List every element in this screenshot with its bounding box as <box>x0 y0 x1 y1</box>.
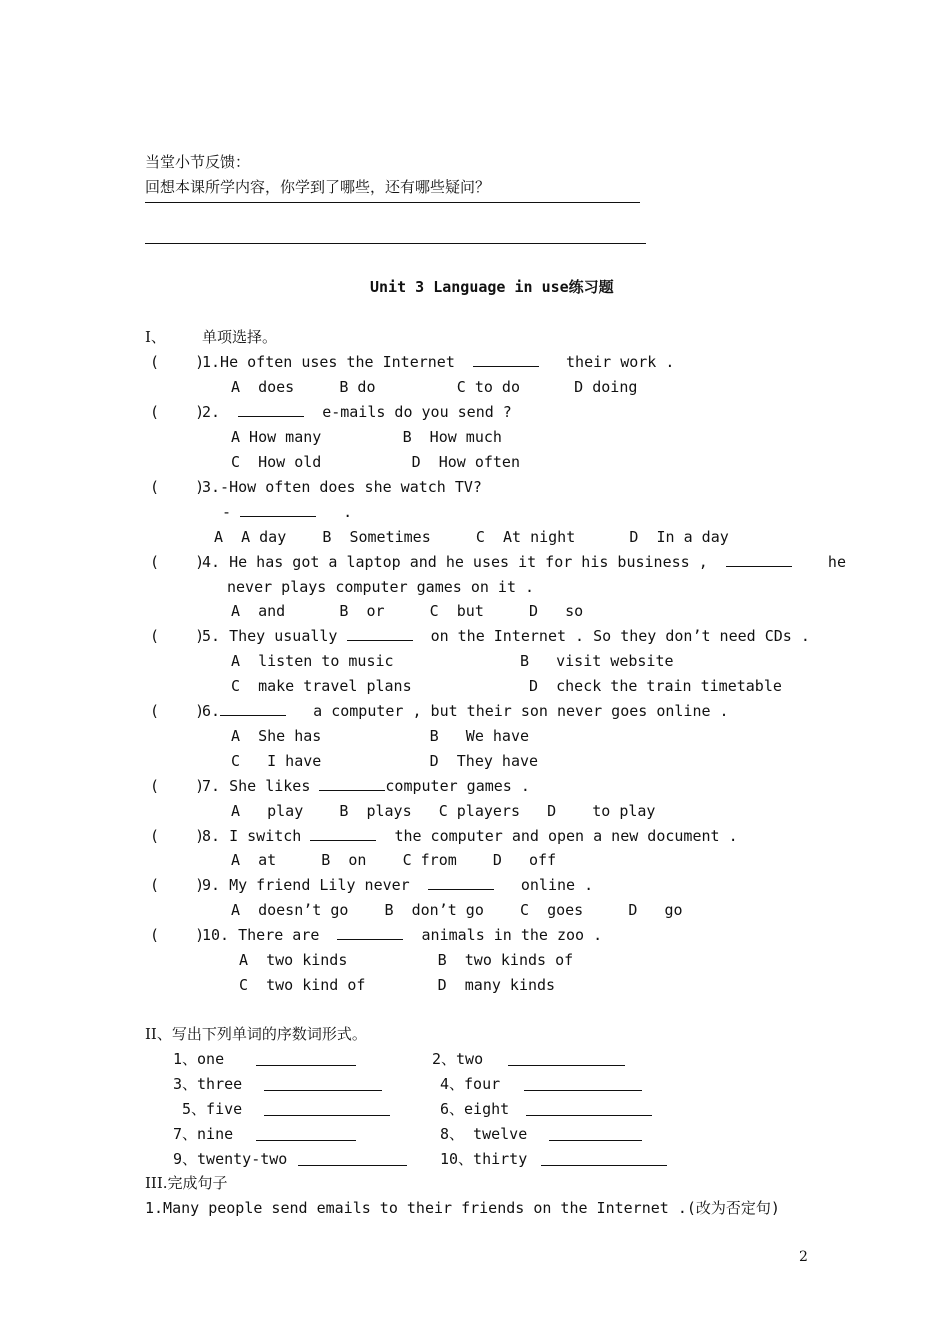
page-number: 2 <box>799 1249 808 1265</box>
q2-stem: 2. e-mails do you send ? <box>202 403 512 421</box>
ordinal-item: 5、five <box>173 1100 243 1118</box>
section-1-heading: 单项选择。 <box>202 328 278 346</box>
q10-options-1: A two kinds B two kinds of <box>239 951 574 969</box>
q5-options-1: A listen to music B visit website <box>231 652 674 670</box>
answer-line <box>145 243 646 244</box>
q5-stem: 5. They usually on the Internet . So they don’t need CDs . <box>202 627 810 645</box>
q8-options: A at B on C from D off <box>231 851 557 869</box>
feedback-heading: 当堂小节反馈： <box>145 153 251 171</box>
worksheet-title: Unit 3 Language in use练习题 <box>370 278 614 296</box>
answer-paren: ( ) <box>150 478 205 496</box>
q6-options-2: C I have D They have <box>231 752 539 770</box>
blank[interactable] <box>726 553 792 567</box>
ordinal-blank[interactable] <box>256 1140 356 1141</box>
blank[interactable] <box>238 403 304 417</box>
answer-paren: ( ) <box>150 627 205 645</box>
blank[interactable] <box>347 627 413 641</box>
blank[interactable] <box>337 926 403 940</box>
answer-paren: ( ) <box>150 876 205 894</box>
section-3-question-1: 1.Many people send emails to their friends on the Internet .(改为否定句) <box>145 1199 780 1217</box>
answer-paren: ( ) <box>150 777 205 795</box>
q10-stem: 10. There are animals in the zoo . <box>202 926 603 944</box>
q8-stem: 8. I switch the computer and open a new document . <box>202 827 738 845</box>
q7-options: A play B plays C players D to play <box>231 802 656 820</box>
q7-stem: 7. She likes computer games . <box>202 777 530 795</box>
blank[interactable] <box>310 827 376 841</box>
q2-options-1: A How many B How much <box>231 428 502 446</box>
ordinal-blank[interactable] <box>256 1065 356 1066</box>
ordinal-blank[interactable] <box>526 1115 652 1116</box>
feedback-prompt: 回想本课所学内容，你学到了哪些，还有哪些疑问？ <box>145 178 491 196</box>
q9-options: A doesn’t go B don’t go C goes D go <box>231 901 683 919</box>
ordinal-blank[interactable] <box>264 1115 390 1116</box>
answer-paren: ( ) <box>150 403 205 421</box>
q3-stem: 3.-How often does she watch TV? <box>202 478 482 496</box>
q1-stem: 1.He often uses the Internet their work . <box>202 353 675 371</box>
ordinal-blank[interactable] <box>541 1165 667 1166</box>
answer-paren: ( ) <box>150 553 205 571</box>
section-3-heading: III.完成句子 <box>145 1174 228 1192</box>
ordinal-item: 10、thirty <box>440 1150 528 1168</box>
q5-options-2: C make travel plans D check the train timetable <box>231 677 782 695</box>
ordinal-item: 1、one <box>173 1050 225 1068</box>
blank[interactable] <box>473 353 539 367</box>
q3-options: A A day B Sometimes C At night D In a day <box>214 528 729 546</box>
ordinal-item: 2、two <box>432 1050 484 1068</box>
ordinal-item: 8、 twelve <box>440 1125 528 1143</box>
ordinal-blank[interactable] <box>264 1090 382 1091</box>
q10-options-2: C two kind of D many kinds <box>239 976 556 994</box>
ordinal-blank[interactable] <box>508 1065 625 1066</box>
q9-stem: 9. My friend Lily never online . <box>202 876 594 894</box>
ordinal-blank[interactable] <box>524 1090 642 1091</box>
ordinal-blank[interactable] <box>298 1165 407 1166</box>
q4-stem: 4. He has got a laptop and he uses it for his business , he <box>202 553 846 571</box>
answer-paren: ( ) <box>150 702 205 720</box>
q4-options: A and B or C but D so <box>231 602 584 620</box>
answer-paren: ( ) <box>150 827 205 845</box>
q3-answer-line: - . <box>222 503 353 521</box>
ordinal-item: 6、eight <box>440 1100 510 1118</box>
answer-paren: ( ) <box>150 353 205 371</box>
ordinal-item: 3、three <box>173 1075 243 1093</box>
q1-options: A does B do C to do D doing <box>231 378 638 396</box>
ordinal-blank[interactable] <box>549 1140 642 1141</box>
ordinal-item: 4、four <box>440 1075 501 1093</box>
answer-line <box>145 202 640 203</box>
q4-stem-line-2: never plays computer games on it . <box>227 578 535 596</box>
section-1-number: I、 <box>145 328 166 346</box>
section-2-heading: II、写出下列单词的序数词形式。 <box>145 1025 367 1043</box>
q6-options-1: A She has B We have <box>231 727 530 745</box>
ordinal-item: 9、twenty-two <box>173 1150 288 1168</box>
blank[interactable] <box>319 777 385 791</box>
blank[interactable] <box>428 876 494 890</box>
answer-paren: ( ) <box>150 926 205 944</box>
ordinal-item: 7、nine <box>173 1125 234 1143</box>
q6-stem: 6. a computer , but their son never goes online . <box>202 702 729 720</box>
q2-options-2: C How old D How often <box>231 453 520 471</box>
blank[interactable] <box>220 702 286 716</box>
blank[interactable] <box>240 503 316 517</box>
